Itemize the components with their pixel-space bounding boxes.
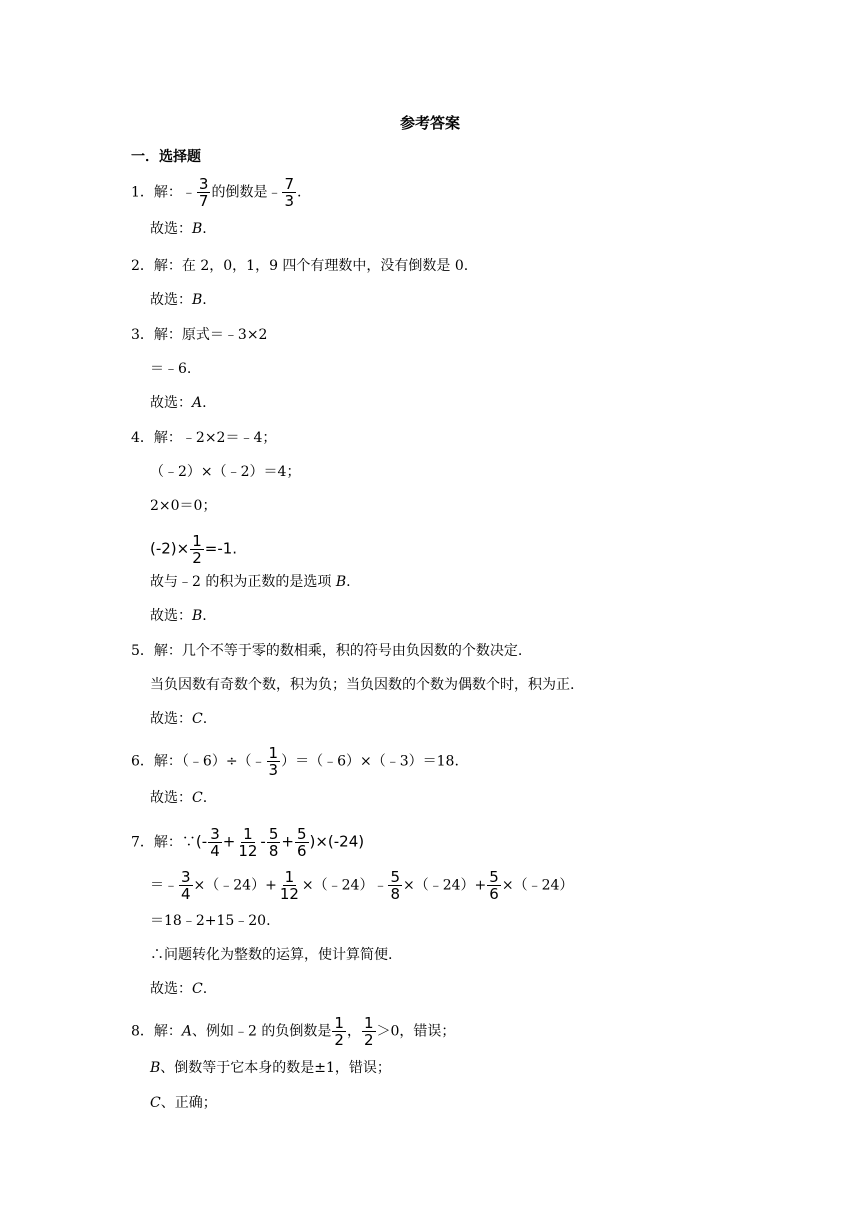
q3-line-2: ＝﹣6.	[150, 361, 192, 377]
q4-answer: 故选：B.	[150, 608, 207, 624]
q1-answer: 故选：B.	[150, 221, 207, 237]
fraction: $\frac{3}{7}$	[198, 175, 209, 210]
q4-line-5: 故与﹣2 的积为正数的是选项 B.	[150, 574, 351, 590]
q6-answer: 故选：C.	[150, 790, 208, 806]
fraction: $\frac{1}{3}$	[268, 744, 279, 779]
q2-answer: 故选：B.	[150, 292, 207, 308]
q2-line: 2．解：在 2，0，1，9 四个有理数中，没有倒数是 0.	[131, 258, 469, 274]
q8-option-a: 8．解：A、例如﹣2 的负倒数是 $\frac{1}{2}$ ， $\frac{1}{2}$ ＞0，错误；	[131, 1014, 456, 1049]
q6-line: 6．解：（﹣6）÷（﹣ $\frac{1}{3}$ ）＝（﹣6）×（﹣3）＝18.	[131, 744, 459, 779]
fraction: $\frac{3}{4}$	[181, 868, 191, 903]
q4-line-1: 4．解：﹣2×2＝﹣4；	[131, 430, 277, 446]
fraction: $\frac{5}{6}$	[296, 825, 307, 860]
fraction: $\frac{1}{12}$	[238, 825, 258, 860]
q7-line-2: ＝﹣ $\frac{3}{4}$ ×（﹣24）+ $\frac{1}{12}$ ×（﹣24）﹣ $\frac{5}{8}$ ×（﹣24）+ $\frac{5}{6}$ ×（﹣24）	[150, 868, 574, 903]
q1-line: 1．解：﹣ $\frac{3}{7}$ 的倒数是﹣ $\frac{7}{3}$ .	[131, 175, 302, 210]
fraction: $\frac{1}{12}$	[279, 868, 299, 903]
q4-line-4: (-2)× $\frac{1}{2}$ =-1.	[150, 532, 238, 567]
q4-line-2: （﹣2）×（﹣2）＝4；	[150, 464, 301, 480]
fraction: $\frac{5}{8}$	[390, 868, 401, 903]
q8-option-c: C、正确；	[150, 1095, 217, 1111]
fraction: $\frac{7}{3}$	[284, 175, 295, 210]
q7-line-1: 7．解：∵(- $\frac{3}{4}$ + $\frac{1}{12}$ - $\frac{5}{8}$ + $\frac{5}{6}$ )×(-24)	[131, 825, 365, 860]
fraction: $\frac{5}{8}$	[268, 825, 279, 860]
fraction: $\frac{1}{2}$	[363, 1014, 374, 1049]
q5-line-1: 5．解：几个不等于零的数相乘，积的符号由负因数的个数决定.	[131, 643, 523, 659]
q5-line-2: 当负因数有奇数个数，积为负；当负因数的个数为偶数个时，积为正.	[150, 677, 575, 693]
q3-line-1: 3．解：原式＝﹣3×2	[131, 327, 268, 343]
fraction: $\frac{3}{4}$	[210, 825, 220, 860]
q4-line-3: 2×0＝0；	[150, 498, 217, 514]
fraction: $\frac{5}{6}$	[489, 868, 499, 903]
page-title: 参考答案	[399, 114, 460, 132]
q7-line-3: ＝18﹣2+15﹣20.	[150, 913, 271, 929]
q7-line-4: ∴问题转化为整数的运算，使计算简便.	[150, 947, 393, 963]
fraction: $\frac{1}{2}$	[192, 532, 202, 567]
section-heading: 一．选择题	[131, 149, 201, 165]
q3-answer: 故选：A.	[150, 395, 207, 411]
q8-option-b: B、倒数等于它本身的数是±1，错误；	[150, 1060, 391, 1076]
q5-answer: 故选：C.	[150, 711, 208, 727]
q7-answer: 故选：C.	[150, 981, 208, 997]
fraction: $\frac{1}{2}$	[334, 1014, 344, 1049]
